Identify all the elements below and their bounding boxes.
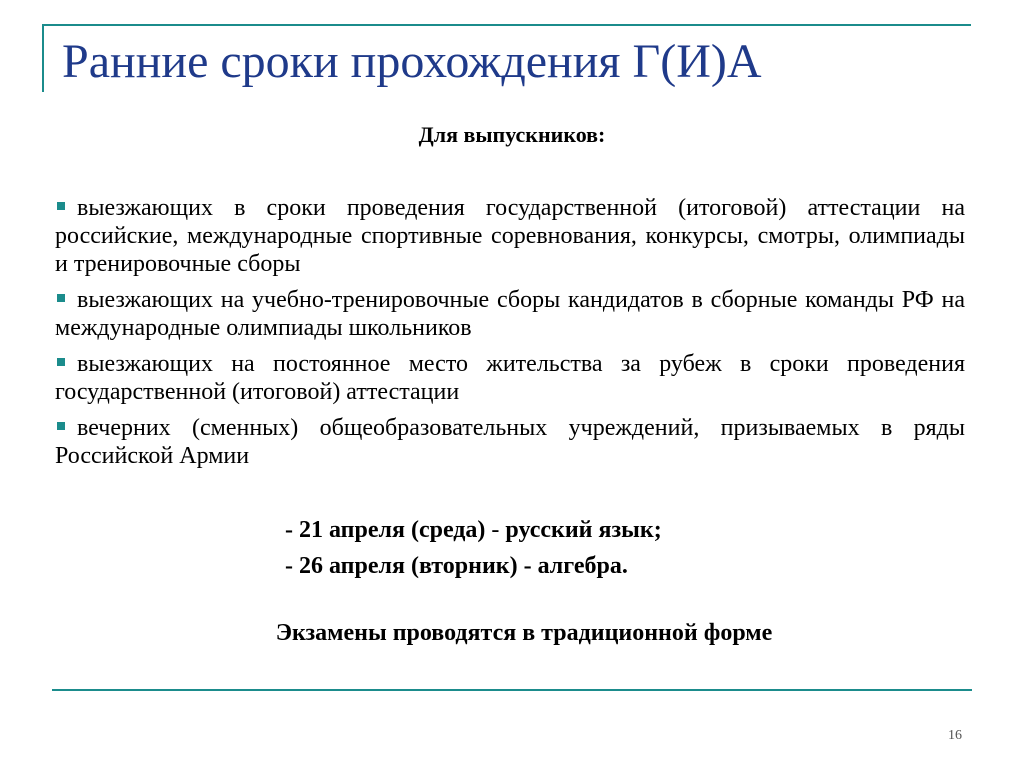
list-item xyxy=(55,350,965,406)
exam-date-line xyxy=(285,548,662,584)
top-frame-line xyxy=(42,24,971,26)
square-bullet-icon xyxy=(57,422,65,430)
bullet-text: выезжающих в сроки проведения государственной (итоговой) аттестации на российские, международные спортивные соревнования, конкурсы, смотры, олимпиады и тренировочные сборы xyxy=(55,195,965,277)
exam-date-separator: - xyxy=(485,517,506,543)
bullet-text: выезжающих на учебно-тренировочные сборы кандидатов в сборные команды РФ на международные олимпиады школьников xyxy=(55,287,965,341)
left-frame-line xyxy=(42,24,44,92)
bullet-text: выезжающих на постоянное место жительства за рубеж в сроки проведения государственной (итоговой) аттестации xyxy=(55,351,965,405)
list-item xyxy=(55,286,965,342)
square-bullet-icon xyxy=(57,202,65,210)
slide-title: Ранние сроки прохождения Г(И)А xyxy=(62,35,762,88)
page-number: 16 xyxy=(948,728,962,743)
exam-form-note: Экзамены проводятся в традиционной форме xyxy=(275,620,773,646)
square-bullet-icon xyxy=(57,358,65,366)
slide-subtitle: Для выпускников: xyxy=(418,122,606,147)
exam-date-line xyxy=(285,512,662,548)
bottom-divider xyxy=(52,689,972,691)
bullet-list xyxy=(55,194,965,478)
exam-dates xyxy=(285,512,662,584)
exam-date-text: - 26 апреля (вторник) - алгебра. xyxy=(285,553,628,579)
square-bullet-icon xyxy=(57,294,65,302)
bullet-text: вечерних (сменных) общеобразовательных учреждений, призываемых в ряды Российской Армии xyxy=(55,415,965,469)
exam-date-text: - 21 апреля (среда) xyxy=(285,517,486,543)
exam-subject: русский язык; xyxy=(505,517,662,543)
list-item xyxy=(55,414,965,470)
list-item xyxy=(55,194,965,278)
